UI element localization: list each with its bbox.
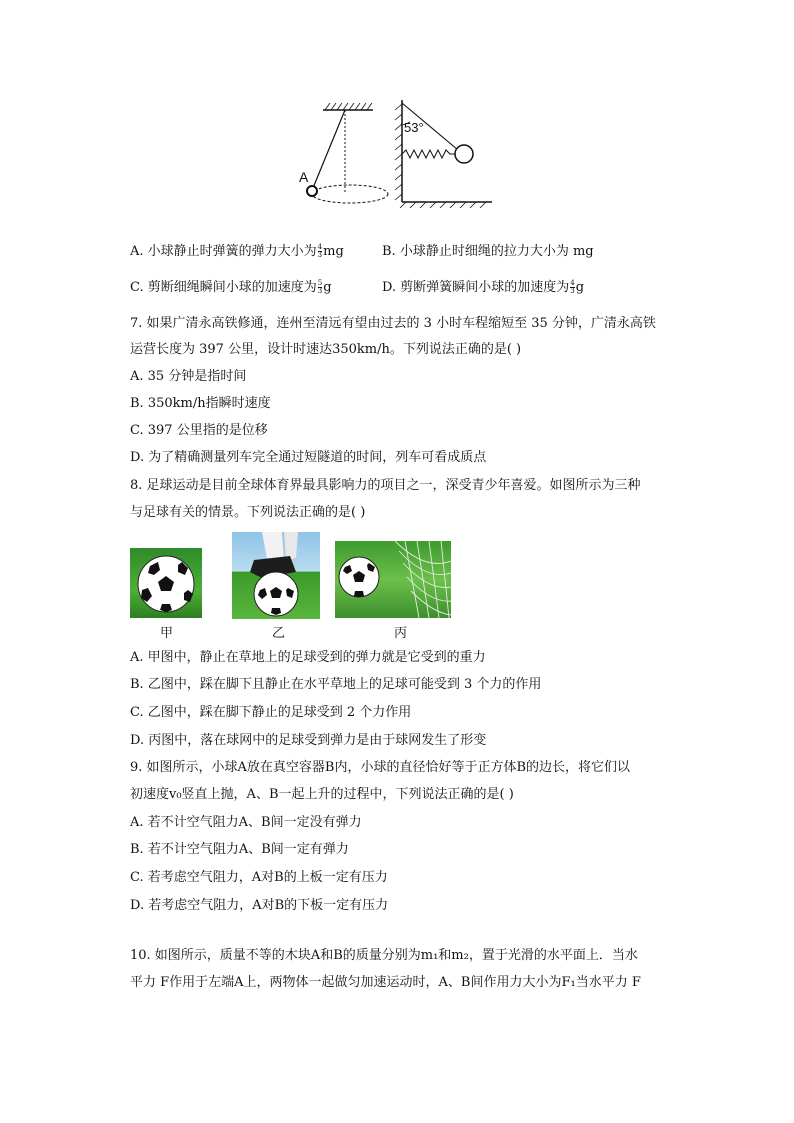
soccer-ball-on-grass-photo [130, 548, 202, 618]
q9-option-b: B. 若不计空气阻力A、B间一定有弹力 [130, 842, 349, 857]
ball-a-label: A [299, 169, 309, 185]
q6-option-d: D. 剪断弹簧瞬间小球的加速度为 $\frac{4}{3}$ g [382, 279, 585, 295]
q10-stem-line2: 平力 F作用于左端A上，两物体一起做匀加速运动时，A、B间作用力大小为F₁当水平力 F [130, 975, 641, 990]
q8-stem-line1: 8. 足球运动是目前全球体育界最具影响力的项目之一，深受青少年喜爱。如图所示为三种 [130, 478, 641, 493]
spring-rope-figure [392, 98, 496, 210]
q9-stem-line1: 9. 如图所示，小球A放在真空容器B内，小球的直径恰好等于正方体B的边长，将它们以 [130, 760, 631, 775]
ball-in-goal-net-photo [335, 541, 451, 618]
q6-option-a: A. 小球静止时弹簧的弹力大小为 $\frac{4}{3}$ mg [130, 243, 344, 259]
foot-on-soccer-ball-photo [232, 532, 320, 619]
fraction: $\frac{5}{3}$ [317, 279, 323, 295]
conical-pendulum-figure [295, 98, 395, 210]
q7-stem-line1: 7. 如果广清永高铁修通，连州至清远有望由过去的 3 小时车程缩短至 35 分钟，广清永高铁 [130, 316, 656, 331]
q9-option-a: A. 若不计空气阻力A、B间一定没有弹力 [130, 815, 362, 830]
fraction: $\frac{4}{3}$ [570, 279, 575, 295]
q9-stem-line2: 初速度v₀竖直上抛，A、B一起上升的过程中，下列说法正确的是( ) [130, 787, 514, 802]
q7-option-b: B. 350km/h指瞬时速度 [130, 396, 271, 411]
q8-option-a: A. 甲图中，静止在草地上的足球受到的弹力就是它受到的重力 [130, 650, 486, 665]
caption-yi: 乙 [272, 626, 286, 641]
q6-option-c: C. 剪断细绳瞬间小球的加速度为 $\frac{5}{3}$ g [130, 279, 332, 295]
angle-label: 53° [404, 120, 424, 135]
q7-option-d: D. 为了精确测量列车完全通过短隧道的时间，列车可看成质点 [130, 450, 487, 465]
fraction: $\frac{4}{3}$ [317, 243, 323, 259]
q7-stem-line2: 运营长度为 397 公里，设计时速达350km/h。下列说法正确的是( ) [130, 342, 522, 357]
q8-option-d: D. 丙图中，落在球网中的足球受到弹力是由于球网发生了形变 [130, 733, 487, 748]
q7-option-a: A. 35 分钟是指时间 [130, 369, 247, 384]
q9-option-c: C. 若考虑空气阻力，A对B的上板一定有压力 [130, 870, 388, 885]
q7-option-c: C. 397 公里指的是位移 [130, 423, 268, 438]
q6-option-b: B. 小球静止时细绳的拉力大小为 mg [382, 244, 594, 259]
q9-option-d: D. 若考虑空气阻力，A对B的下板一定有压力 [130, 898, 389, 913]
caption-jia: 甲 [160, 626, 174, 641]
caption-bing: 丙 [394, 626, 408, 641]
q8-stem-line2: 与足球有关的情景。下列说法正确的是( ) [130, 505, 366, 520]
q10-stem-line1: 10. 如图所示，质量不等的木块A和B的质量分别为m₁和m₂，置于光滑的水平面上．当水 [130, 948, 638, 963]
q8-option-b: B. 乙图中，踩在脚下且静止在水平草地上的足球可能受到 3 个力的作用 [130, 677, 542, 692]
q8-option-c: C. 乙图中，踩在脚下静止的足球受到 2 个力作用 [130, 705, 412, 720]
